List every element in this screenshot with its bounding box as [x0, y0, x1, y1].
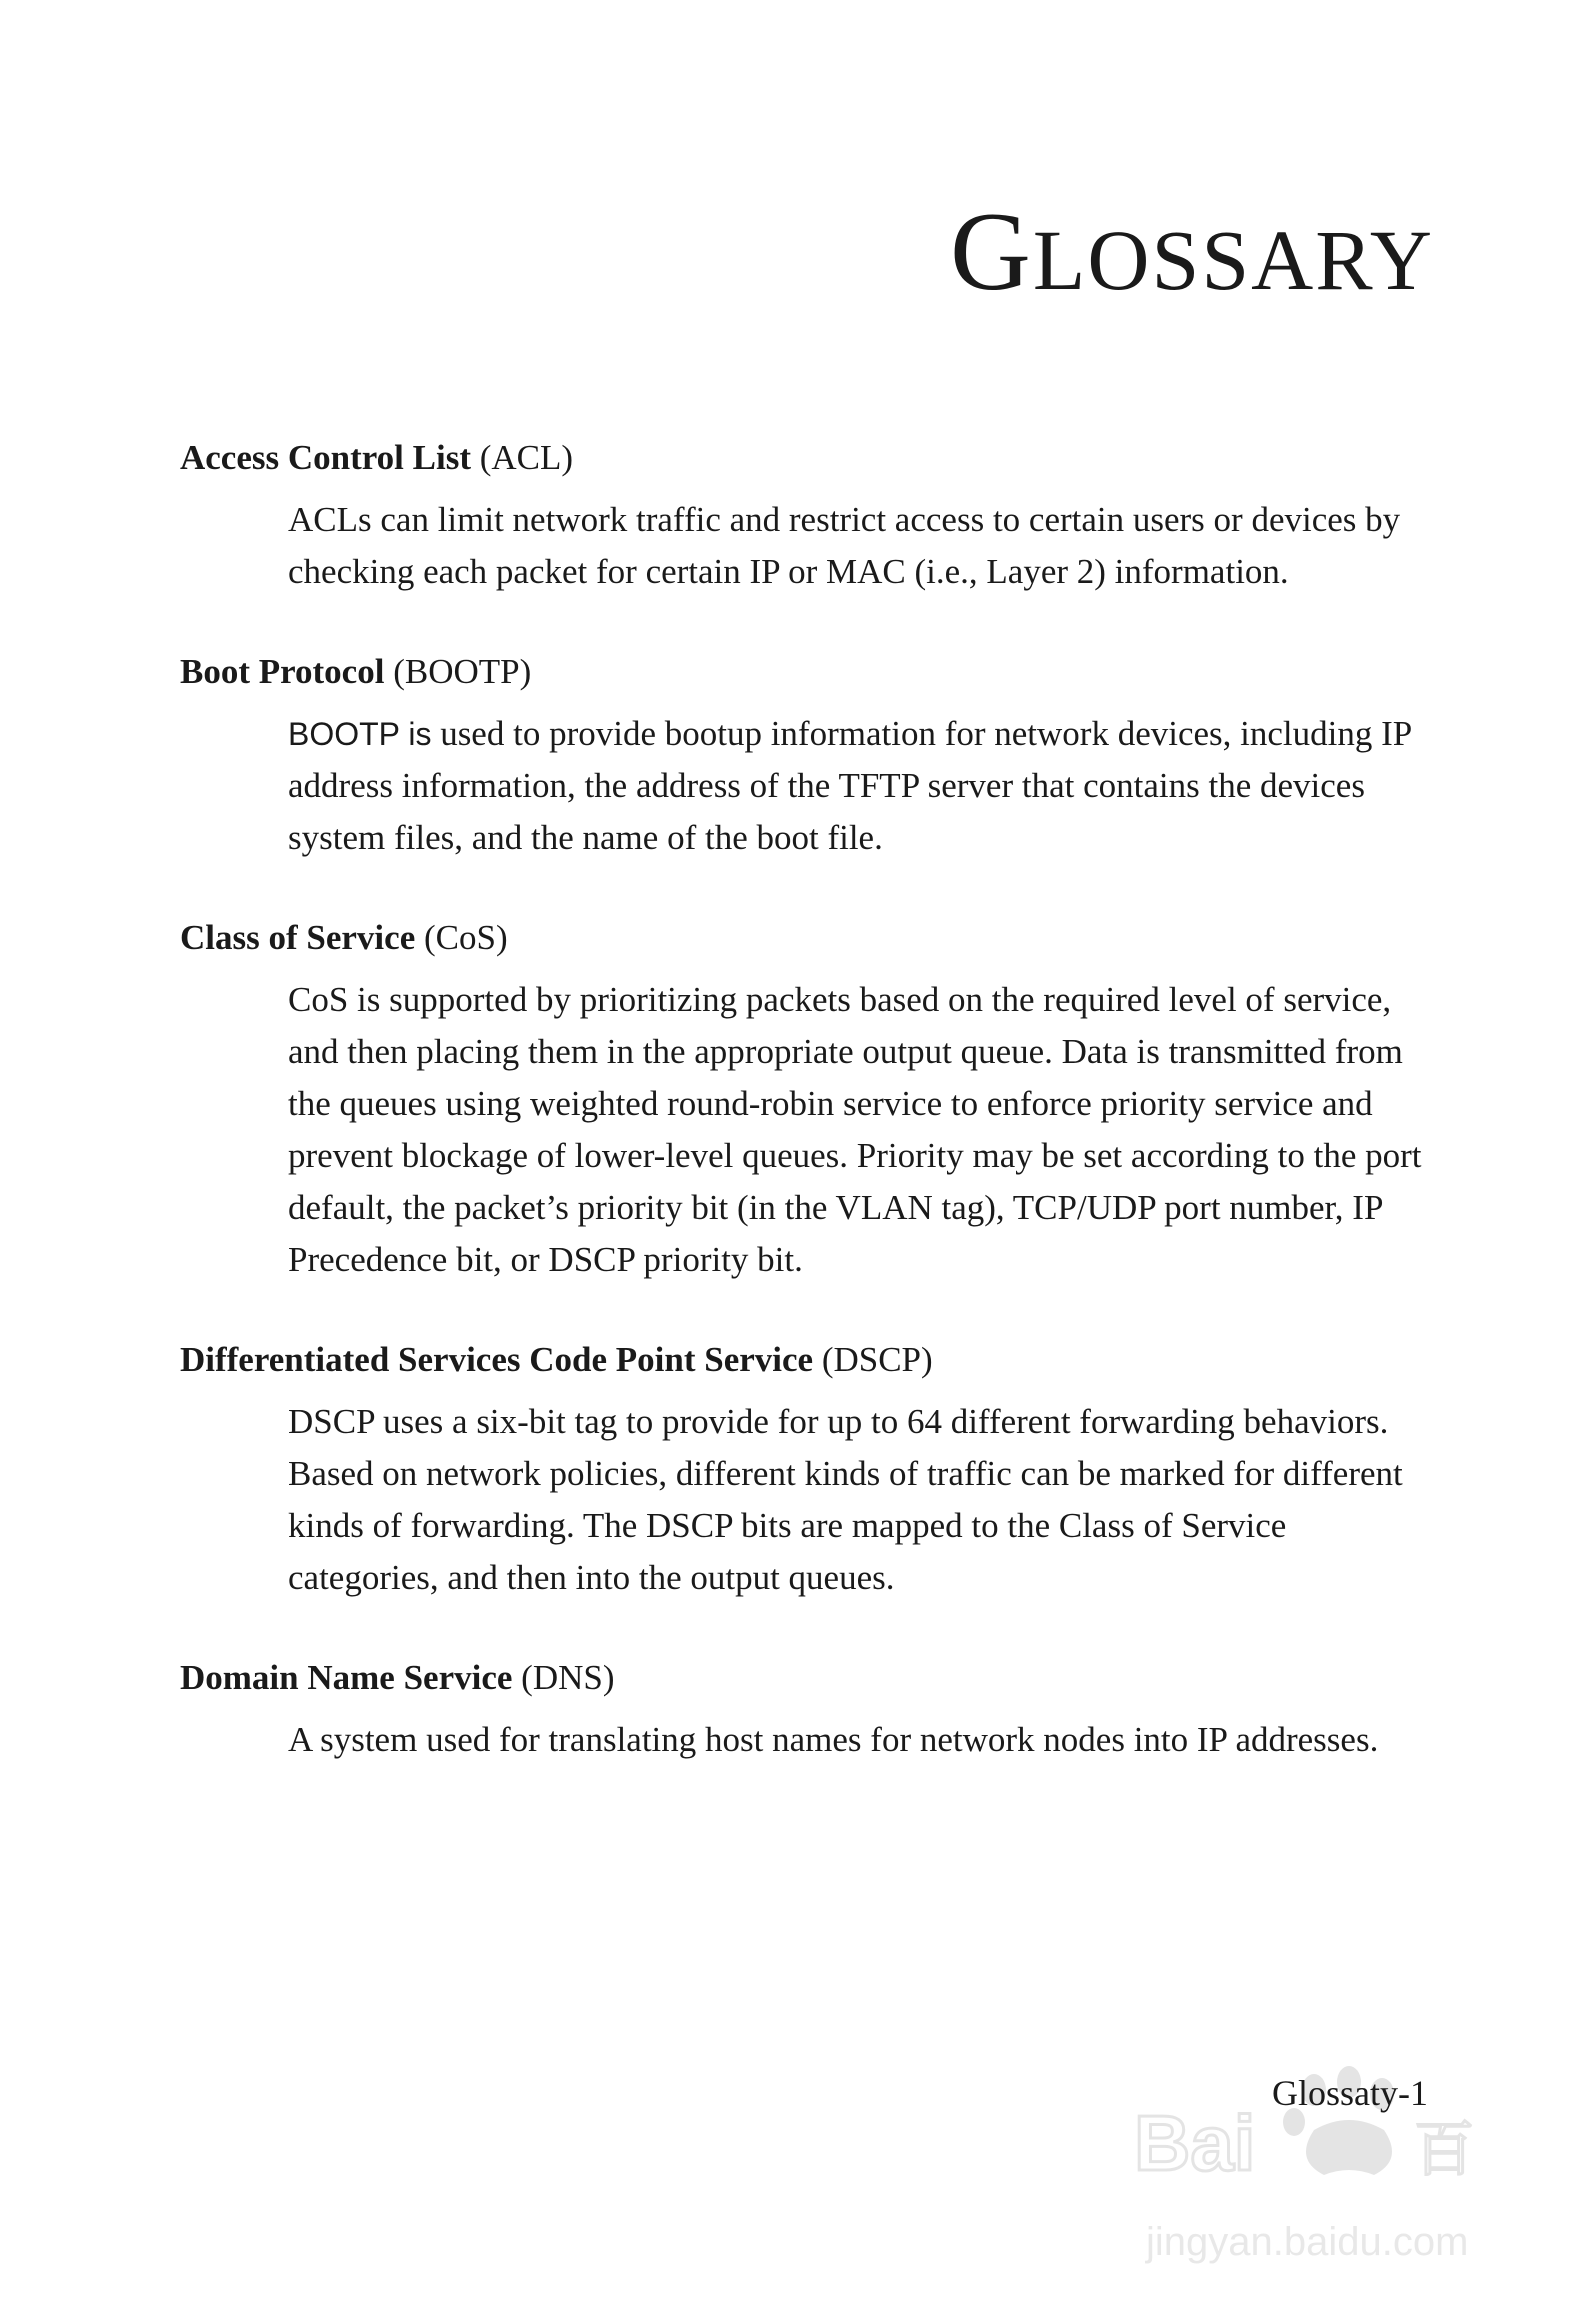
glossary-term: [180, 1652, 1440, 1704]
page-title-initial: G: [949, 190, 1033, 314]
term-definition: [288, 494, 1438, 598]
term-abbreviation: (BOOTP): [393, 652, 532, 691]
glossary-term: [180, 1334, 1440, 1386]
page-number: Glossaty-1: [1272, 2073, 1428, 2113]
page-title-rest: LOSSARY: [1032, 212, 1434, 308]
definition-text: A system used for translating host names for network nodes into IP addresses.: [288, 1720, 1379, 1759]
glossary-term: [180, 432, 1440, 484]
term-definition: [288, 1714, 1438, 1766]
definition-text: DSCP uses a six-bit tag to provide for up to 64 different forwarding behaviors. Based on network policies, different kinds of traffic can be marked for different kinds of forwarding. The DSCP bits are mapped to the Class of Service categories, and then into the output queues.: [288, 1402, 1403, 1597]
term-abbreviation: (DNS): [521, 1658, 615, 1697]
term-name: Class of Service: [180, 918, 416, 957]
term-abbreviation: (ACL): [479, 438, 574, 477]
glossary-entry: [180, 646, 1440, 864]
glossary-entry: [180, 912, 1440, 1286]
definition-text: ACLs can limit network traffic and restrict access to certain users or devices by checking each packet for certain IP or MAC (i.e., Layer 2) information.: [288, 500, 1401, 591]
definition-text: used to provide bootup information for network devices, including IP address information, the address of the TFTP server that contains the devices system files, and the name of the boot file.: [288, 714, 1411, 857]
watermark-url: jingyan.baidu.com: [1146, 2220, 1469, 2264]
svg-text:Bai: Bai: [1134, 2099, 1256, 2187]
term-abbreviation: (CoS): [423, 918, 508, 957]
term-name: Domain Name Service: [180, 1658, 513, 1697]
term-definition: [288, 708, 1438, 864]
glossary-entry: [180, 1652, 1440, 1766]
definition-text: CoS is supported by prioritizing packets based on the required level of service, and then placing them in the appropriate output queue. Data is transmitted from the queues using weighted round-robin service to enforce priority service and prevent blockage of lower-level queues. Priority may be set according to the port default, the packet’s priority bit (in the VLAN tag), TCP/UDP port number, IP Precedence bit, or DSCP priority bit.: [288, 980, 1422, 1279]
term-definition: [288, 1396, 1438, 1604]
term-name: Boot Protocol: [180, 652, 385, 691]
term-definition: [288, 974, 1438, 1286]
glossary-term: [180, 646, 1440, 698]
glossary-entry: [180, 1334, 1440, 1604]
definition-lead: BOOTP is: [288, 716, 432, 752]
term-abbreviation: (DSCP): [821, 1340, 933, 1379]
glossary-term: [180, 912, 1440, 964]
page-title: [949, 190, 1434, 314]
term-name: Differentiated Services Code Point Service: [180, 1340, 814, 1379]
term-name: Access Control List: [180, 438, 471, 477]
svg-text:百: 百: [1414, 2116, 1474, 2183]
glossary-entry: [180, 432, 1440, 598]
glossary-list: [180, 432, 1440, 1814]
